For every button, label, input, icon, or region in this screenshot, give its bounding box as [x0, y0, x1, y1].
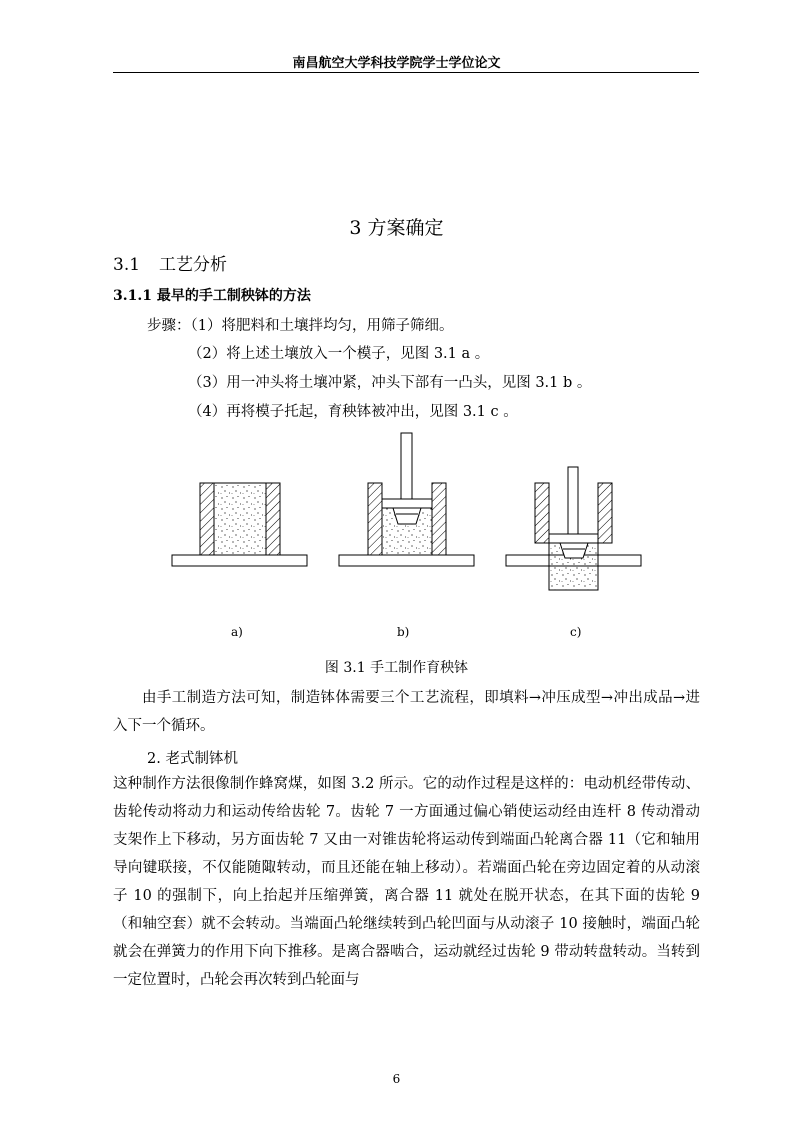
subsection-heading: 3.1.1 最早的手工制秧钵的方法	[113, 288, 311, 304]
figure-b-punch	[339, 433, 474, 566]
step-3: （3）用一冲头将土壤冲紧，冲头下部有一凸头，见图 3.1 b 。	[188, 375, 592, 391]
section-title: 工艺分析	[159, 255, 227, 275]
figure-label-c: c)	[570, 625, 582, 639]
step-2: （2）将上述土壤放入一个模子，见图 3.1 a 。	[188, 346, 490, 362]
page-number: 6	[392, 1072, 401, 1086]
step-4: （4）再将模子托起，育秧钵被冲出，见图 3.1 c 。	[188, 404, 518, 420]
chapter-title: 3 方案确定	[349, 217, 444, 239]
section-number: 3.1	[113, 255, 141, 275]
subheading-old-machine: 2. 老式制钵机	[147, 751, 238, 767]
paragraph-process-flow: 由手工制造方法可知，制造钵体需要三个工艺流程，即填料→冲压成型→冲出成品→进入下一个循环。	[113, 690, 700, 734]
figure-label-a: a)	[231, 625, 243, 639]
figure-a-mould	[172, 483, 307, 566]
figure-c-ejection	[506, 467, 641, 590]
paragraph-old-machine: 这种制作方法很像制作蜂窝煤，如图 3.2 所示。它的动作过程是这样的：电动机经带传动、齿轮传动将动力和运动传给齿轮 7。齿轮 7 一方面通过偏心销使运动经由连杆 8 传动滑动支架作上下移动，另方面齿轮 7 又由一对锥齿轮将运动传到端面凸轮离合器 11（它和轴用导向键联接，不仅能随陬转动，而且还能在轴上移动）。若端面凸轮在旁边固定着的从动滚子 10 的强制下，向上抬起并压缩弹簧，离合器 11 就处在脱开状态，在其下面的齿轮 9（和轴空套）就不会转动。当端面凸轮继续转到凸轮凹面与从动滚子 10 接触时，端面凸轮就会在弹簧力的作用下向下推移。是离合器啮合，运动就经过齿轮 9 带动转盘转动。当转到一定位置时，凸轮会再次转到凸轮面与	[113, 776, 700, 988]
step-1: 步骤：（1）将肥料和土壤拌均匀，用筛子筛细。	[147, 318, 454, 334]
figure-caption: 图 3.1 手工制作育秧钵	[324, 660, 469, 676]
figure-label-b: b)	[397, 625, 410, 639]
running-header: 南昌航空大学科技学院学士学位论文	[292, 56, 501, 71]
